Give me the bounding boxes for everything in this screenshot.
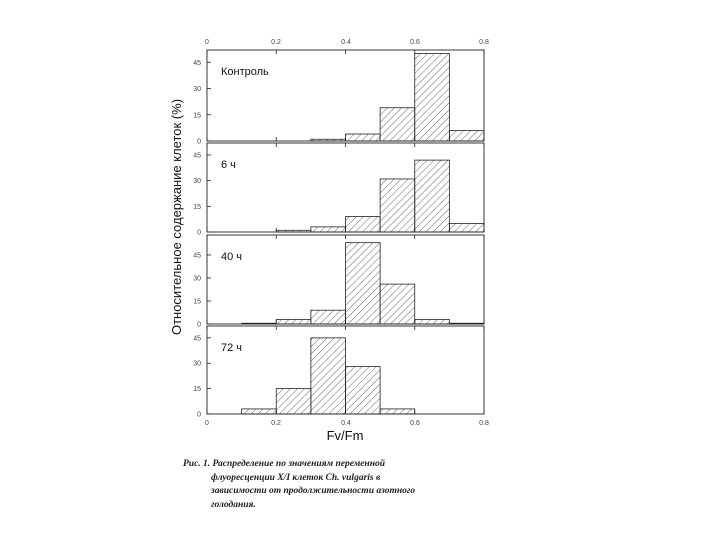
histogram-bar <box>415 160 450 232</box>
histogram-bar <box>311 338 346 414</box>
y-tick-label: 0 <box>197 229 201 237</box>
histogram-bar <box>311 310 346 324</box>
bottom-tick-label: 0.8 <box>479 420 489 427</box>
histogram-bar <box>380 284 415 324</box>
caption-line: голодания. <box>211 499 256 510</box>
y-tick-label: 0 <box>197 138 201 146</box>
histogram-bar <box>449 323 484 324</box>
histogram-panel <box>193 235 484 329</box>
top-tick-label: 0 <box>205 39 209 46</box>
histogram-panel <box>193 326 484 419</box>
histogram-bar <box>415 54 450 142</box>
panel-label: 6 ч <box>221 159 236 171</box>
top-tick-labels <box>205 39 489 46</box>
histogram-bar <box>380 409 415 414</box>
panel-label: 72 ч <box>221 342 243 354</box>
histogram-bar <box>346 217 381 232</box>
histogram-bar <box>449 223 484 232</box>
bottom-tick-label: 0.6 <box>410 420 420 427</box>
bottom-tick-label: 0.4 <box>341 420 351 427</box>
y-tick-label: 30 <box>193 178 201 186</box>
bottom-tick-label: 0.2 <box>271 420 281 427</box>
y-axis-label: Относительное содержание клеток (%) <box>169 98 184 336</box>
y-tick-label: 15 <box>193 386 201 394</box>
y-tick-label: 45 <box>193 59 201 67</box>
y-tick-label: 30 <box>193 275 201 283</box>
histogram-bar <box>276 230 311 232</box>
caption-line: Рис. 1. Распределение по значениям переменной <box>183 459 385 469</box>
x-axis-label: Fv/Fm <box>326 428 364 443</box>
bottom-tick-labels <box>205 420 489 427</box>
y-tick-label: 45 <box>193 252 201 260</box>
histogram-bar <box>415 319 450 324</box>
histogram-panel <box>193 50 484 146</box>
y-tick-label: 0 <box>197 321 201 329</box>
histogram-panels <box>193 50 484 419</box>
figure-caption <box>183 458 513 512</box>
histogram-bar <box>242 409 277 414</box>
top-tick-label: 0.4 <box>341 39 351 46</box>
y-tick-label: 0 <box>197 411 201 419</box>
y-tick-label: 45 <box>193 335 201 343</box>
caption-line: зависимости от продолжительности азотного <box>211 486 416 496</box>
y-tick-label: 15 <box>193 298 201 306</box>
panel-label: Контроль <box>221 66 269 78</box>
top-tick-label: 0.6 <box>410 39 420 46</box>
y-tick-label: 45 <box>193 152 201 160</box>
bottom-tick-label: 0 <box>205 420 209 427</box>
histogram-bar <box>449 131 484 142</box>
histogram-bar <box>242 323 277 324</box>
y-tick-label: 15 <box>193 112 201 120</box>
histogram-bar <box>380 108 415 141</box>
y-tick-label: 30 <box>193 360 201 368</box>
histogram-bar <box>346 367 381 414</box>
top-tick-label: 0.8 <box>479 39 489 46</box>
top-tick-label: 0.2 <box>271 39 281 46</box>
histogram-panel <box>193 143 484 237</box>
caption-line: флуоресценции X/I клеток Ch. vulgaris в <box>211 472 381 483</box>
histogram-bar <box>346 134 381 141</box>
histogram-bar <box>346 243 381 324</box>
histogram-bar <box>276 389 311 414</box>
panel-label: 40 ч <box>221 251 243 263</box>
y-tick-label: 15 <box>193 203 201 211</box>
histogram-bar <box>380 179 415 232</box>
histogram-bar <box>276 319 311 324</box>
histogram-bar <box>311 227 346 232</box>
y-tick-label: 30 <box>193 86 201 93</box>
histogram-bar <box>311 139 346 141</box>
